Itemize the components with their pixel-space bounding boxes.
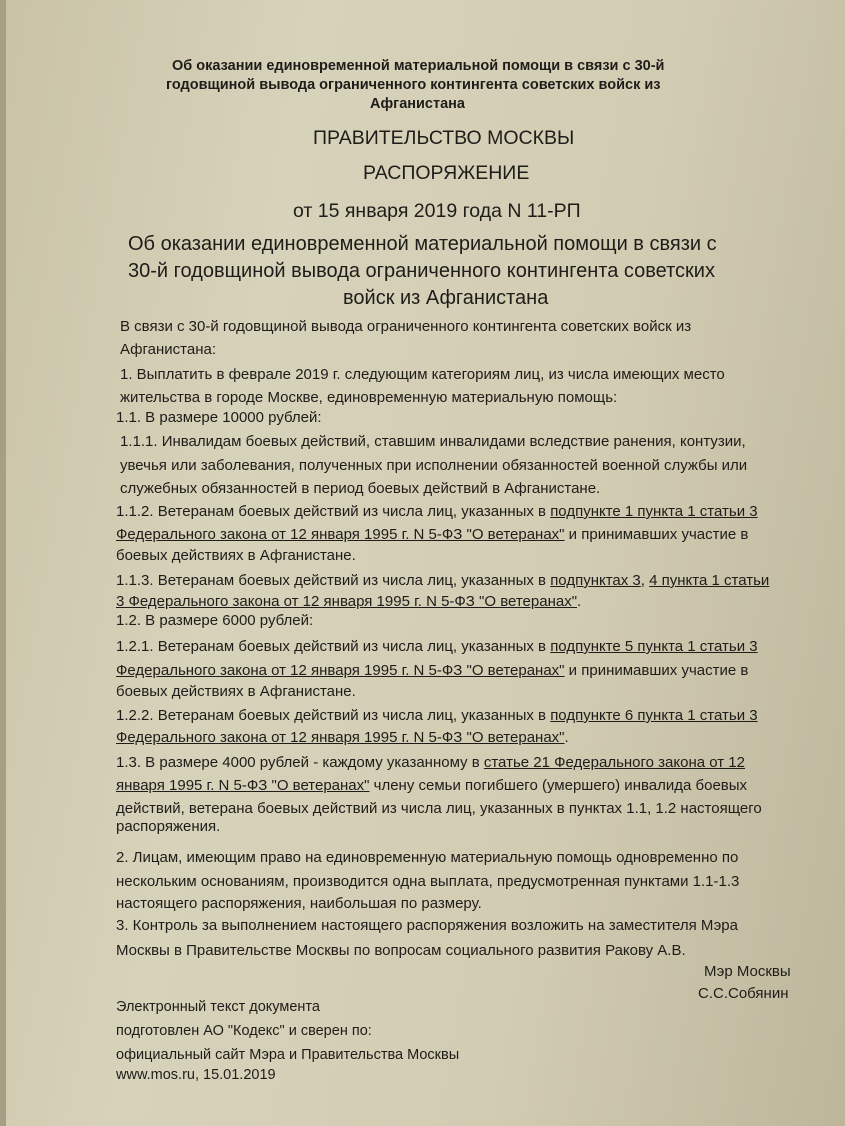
body-text-line bbox=[116, 818, 220, 836]
body-text-line bbox=[120, 457, 747, 475]
body-text-line bbox=[116, 593, 581, 611]
document-title-line: 30-й годовщиной вывода ограниченного контингента советских bbox=[128, 260, 715, 282]
law-reference-link[interactable]: Федерального закона от 12 января 1995 г. N 5-ФЗ "О ветеранах" bbox=[116, 526, 565, 543]
law-reference-link[interactable]: подпункте 6 пункта 1 статьи 3 bbox=[550, 707, 758, 724]
body-text-span: Москвы в Правительстве Москвы по вопросам социального развития Ракову А.В. bbox=[116, 942, 686, 959]
body-text-span: . bbox=[564, 729, 569, 746]
law-reference-link[interactable]: Федерального закона от 12 января 1995 г. N 5-ФЗ "О ветеранах" bbox=[116, 729, 565, 746]
body-text-span: 1.3. В размере 4000 рублей - каждому указанному в bbox=[116, 754, 484, 771]
government-name: ПРАВИТЕЛЬСТВО МОСКВЫ bbox=[313, 127, 575, 149]
body-text-line bbox=[116, 547, 356, 565]
body-text-line bbox=[120, 341, 216, 359]
law-reference-link[interactable]: подпункте 5 пункта 1 статьи 3 bbox=[550, 638, 758, 655]
document-date-number: от 15 января 2019 года N 11-РП bbox=[293, 200, 581, 222]
body-text-span: действий, ветерана боевых действий из числа лиц, указанных в пунктах 1.1, 1.2 настоящего bbox=[116, 800, 762, 817]
body-text-span: служебных обязанностей в период боевых действий в Афганистане. bbox=[120, 480, 601, 497]
body-text-span: 3. Контроль за выполнением настоящего распоряжения возложить на заместителя Мэра bbox=[116, 917, 738, 934]
law-reference-link[interactable]: подпунктах 3 bbox=[550, 572, 641, 589]
body-text-line bbox=[116, 707, 758, 725]
body-text-span: настоящего распоряжения, наибольшая по размеру. bbox=[116, 895, 482, 912]
body-text-line bbox=[116, 895, 482, 913]
body-text-span: В связи с 30-й годовщиной вывода ограниченного контингента советских войск из bbox=[120, 318, 692, 335]
body-text-line bbox=[116, 800, 762, 818]
body-text-span: боевых действиях в Афганистане. bbox=[116, 683, 356, 700]
body-text-span: 1.1.2. Ветеранам боевых действий из числа лиц, указанных в bbox=[116, 503, 551, 520]
body-text-line bbox=[116, 409, 322, 427]
law-reference-link[interactable]: подпункте 1 пункта 1 статьи 3 bbox=[550, 503, 758, 520]
body-text-span: и принимавших участие в bbox=[564, 662, 749, 679]
body-text-line bbox=[120, 480, 600, 498]
body-text-line bbox=[116, 777, 747, 795]
body-text-line bbox=[116, 503, 758, 521]
body-text-span: 1.1. В размере 10000 рублей: bbox=[116, 409, 322, 426]
law-reference-link[interactable]: 4 пункта 1 статьи bbox=[649, 572, 770, 589]
body-text-span: Афганистана: bbox=[120, 341, 216, 358]
body-text-span: 1.2.1. Ветеранам боевых действий из числа лиц, указанных в bbox=[116, 638, 551, 655]
body-text-span: 1.2. В размере 6000 рублей: bbox=[116, 612, 314, 629]
signature-name: С.С.Собянин bbox=[698, 985, 789, 1002]
footer-line: www.mos.ru, 15.01.2019 bbox=[116, 1067, 276, 1083]
body-text-line bbox=[116, 662, 748, 680]
body-text-line bbox=[116, 612, 313, 630]
header-line: Афганистана bbox=[370, 96, 465, 112]
body-text-line bbox=[116, 526, 748, 544]
header-line: Об оказании единовременной материальной помощи в связи с 30-й bbox=[172, 58, 665, 74]
body-text-line bbox=[120, 318, 691, 336]
law-reference-link[interactable]: 3 Федерального закона от 12 января 1995 г. N 5-ФЗ "О ветеранах" bbox=[116, 593, 578, 610]
body-text-line bbox=[116, 729, 569, 747]
body-text-line bbox=[120, 366, 725, 384]
body-text-line bbox=[116, 849, 738, 867]
body-text-line bbox=[116, 683, 356, 701]
body-text-line bbox=[116, 917, 738, 935]
body-text-line bbox=[116, 873, 739, 891]
header-line: годовщиной вывода ограниченного контингента советских войск из bbox=[166, 77, 661, 93]
law-reference-link[interactable]: Федерального закона от 12 января 1995 г. N 5-ФЗ "О ветеранах" bbox=[116, 662, 565, 679]
body-text-span: 1.1.1. Инвалидам боевых действий, ставшим инвалидами вследствие ранения, контузии, bbox=[120, 433, 746, 450]
footer-line: официальный сайт Мэра и Правительства Москвы bbox=[116, 1047, 460, 1063]
body-text-span: увечья или заболевания, полученных при исполнении обязанностей военной службы или bbox=[120, 457, 748, 474]
body-text-span: 2. Лицам, имеющим право на единовременную материальную помощь одновременно по bbox=[116, 849, 739, 866]
body-text-span: . bbox=[577, 593, 582, 610]
body-text-line bbox=[116, 638, 758, 656]
signature-position: Мэр Москвы bbox=[704, 963, 791, 980]
document-title-line: войск из Афганистана bbox=[343, 287, 549, 309]
law-reference-link[interactable]: января 1995 г. N 5-ФЗ "О ветеранах" bbox=[116, 777, 370, 794]
document-title-line: Об оказании единовременной материальной помощи в связи с bbox=[128, 233, 717, 255]
body-text-span: жительства в городе Москве, единовременную материальную помощь: bbox=[120, 389, 618, 406]
body-text-span: 1.1.3. Ветеранам боевых действий из числа лиц, указанных в bbox=[116, 572, 551, 589]
body-text-span: 1. Выплатить в феврале 2019 г. следующим категориям лиц, из числа имеющих место bbox=[120, 366, 725, 383]
body-text-line bbox=[116, 572, 769, 590]
body-text-span: и принимавших участие в bbox=[564, 526, 749, 543]
law-reference-link[interactable]: статье 21 Федерального закона от 12 bbox=[483, 754, 745, 771]
document-type: РАСПОРЯЖЕНИЕ bbox=[363, 162, 530, 184]
body-text-line bbox=[116, 942, 686, 960]
footer-line: Электронный текст документа bbox=[116, 999, 320, 1015]
body-text-span: распоряжения. bbox=[116, 818, 221, 835]
body-text-span: члену семьи погибшего (умершего) инвалида боевых bbox=[369, 777, 748, 794]
body-text-line bbox=[116, 754, 745, 772]
body-text-line bbox=[120, 433, 746, 451]
body-text-span: нескольким основаниям, производится одна выплата, предусмотренная пунктами 1.1-1.3 bbox=[116, 873, 740, 890]
page-edge-shadow bbox=[0, 0, 6, 1126]
body-text-line bbox=[120, 389, 617, 407]
body-text-span: , bbox=[640, 572, 650, 589]
body-text-span: 1.2.2. Ветеранам боевых действий из числа лиц, указанных в bbox=[116, 707, 551, 724]
body-text-span: боевых действиях в Афганистане. bbox=[116, 547, 356, 564]
footer-line: подготовлен АО "Кодекс" и сверен по: bbox=[116, 1023, 372, 1039]
